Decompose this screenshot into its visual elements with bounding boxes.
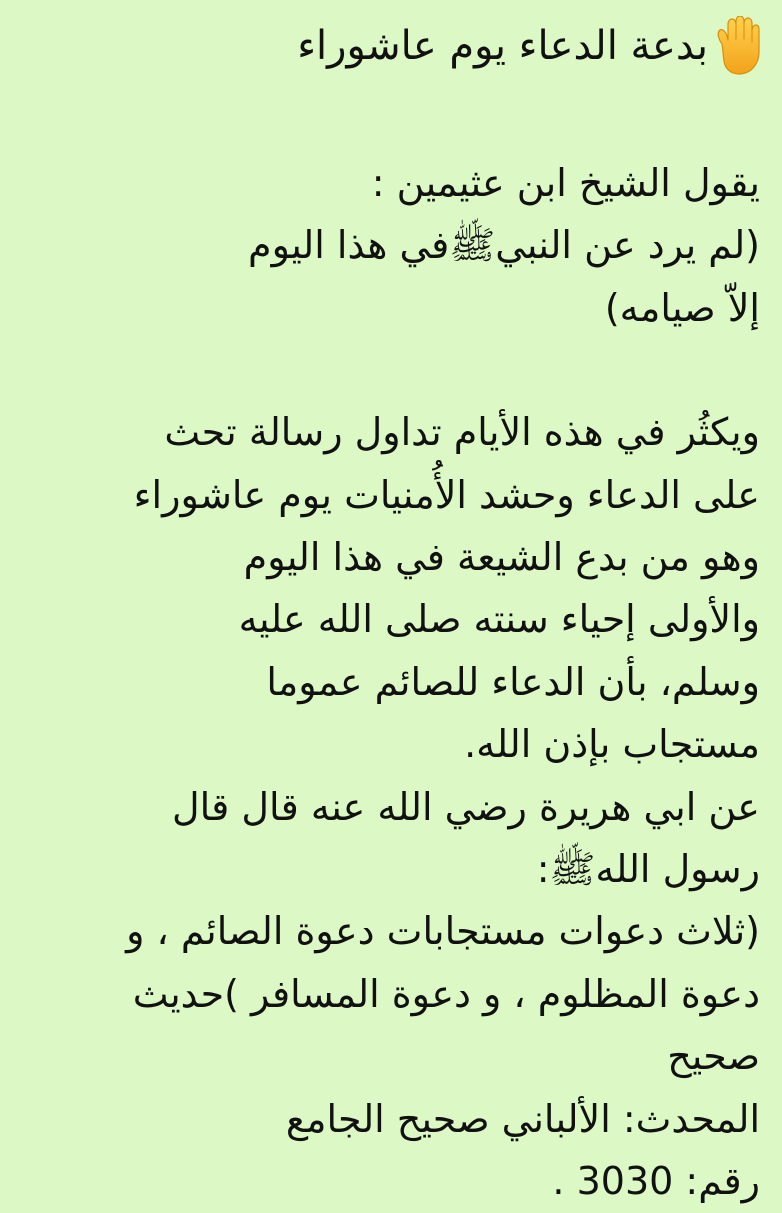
- title-spacer: [20, 88, 760, 152]
- body-line: مستجاب بإذن الله.: [464, 722, 760, 767]
- body-line: وهو من بدع الشيعة في هذا اليوم: [243, 535, 760, 580]
- title-row: [20, 4, 760, 88]
- reference-number: 3030: [576, 1159, 674, 1204]
- quote-line: يقول الشيخ ابن عثيمين :: [371, 161, 760, 205]
- body-line: دعوة المظلوم ، و دعوة المسافر )حديث: [132, 971, 760, 1016]
- body-line: عن ابي هريرة رضي الله عنه قال قال: [171, 784, 760, 829]
- body-line: صحيح: [667, 1034, 760, 1079]
- reference-suffix: .: [552, 1159, 577, 1204]
- body-line: والأولى إحياء سنته صلى الله عليه: [238, 597, 760, 642]
- body-line: على الدعاء وحشد الأُمنيات يوم عاشوراء: [133, 472, 760, 517]
- body-paragraph: [20, 401, 760, 1212]
- reference-number-line: [20, 1150, 760, 1212]
- page-title: بدعة الدعاء يوم عاشوراء: [297, 23, 708, 69]
- body-line: وسلم، بأن الدعاء للصائم عموما: [266, 659, 760, 704]
- body-line: ويكثُر في هذه الأيام تداول رسالة تحث: [164, 410, 760, 455]
- body-line: رسول اللهﷺ:: [536, 847, 760, 892]
- body-line: (ثلاث دعوات مستجابات دعوة الصائم ، و: [126, 909, 760, 954]
- quote-line: إلاّ صيامه): [604, 285, 760, 330]
- quote-line: (لم يرد عن النبيﷺفي هذا اليوم: [248, 223, 760, 268]
- paragraph-spacer: [20, 339, 760, 401]
- quote-paragraph: [20, 152, 760, 339]
- body-line: المحدث: الألباني صحيح الجامع: [285, 1096, 760, 1141]
- raised-hand-icon: [714, 16, 760, 76]
- reference-label: رقم:: [673, 1159, 760, 1204]
